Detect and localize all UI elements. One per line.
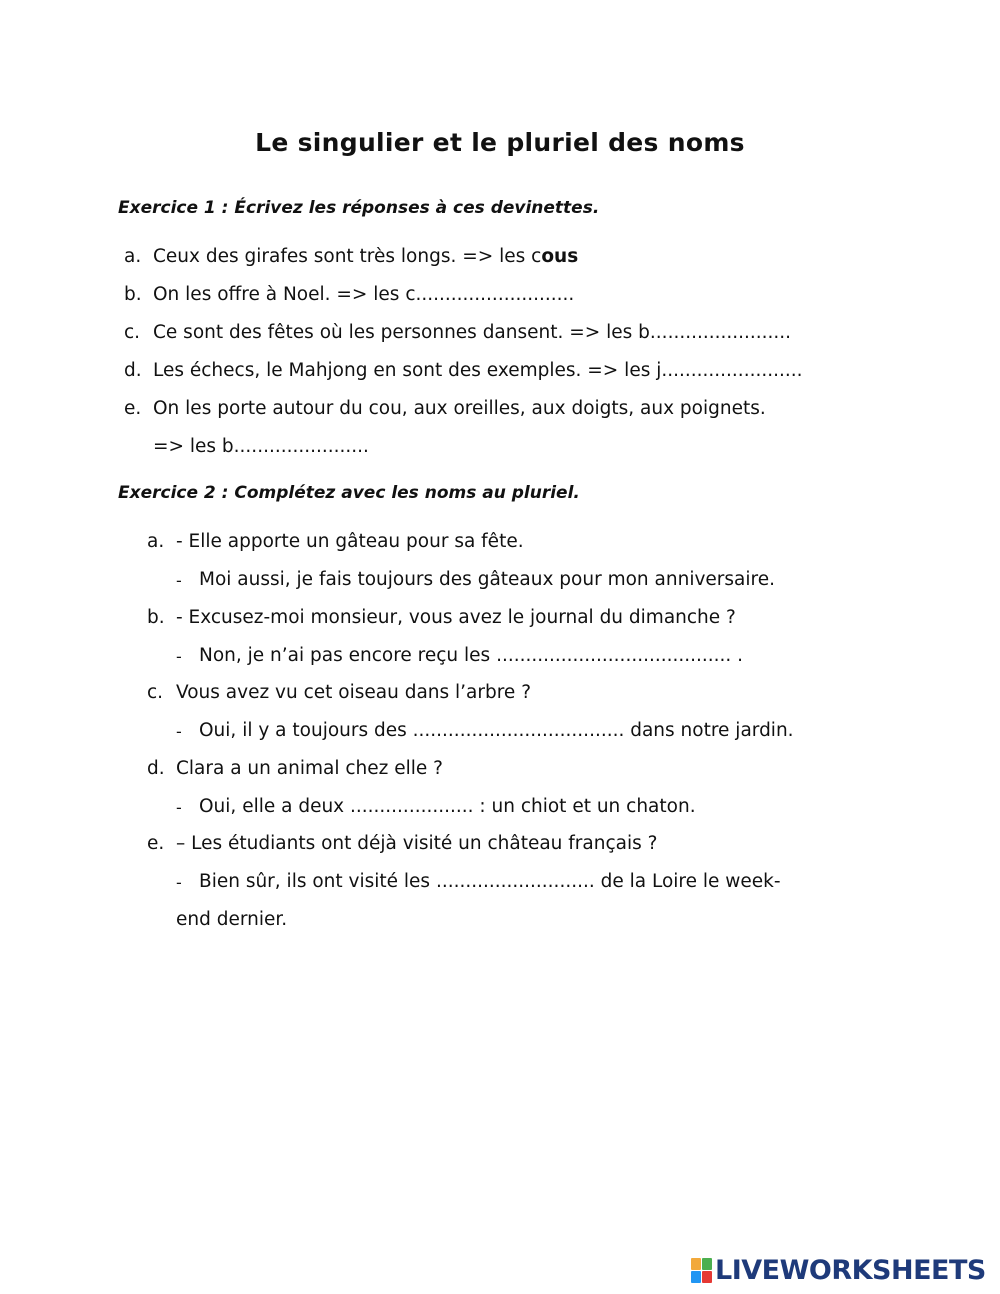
logo-badge-square bbox=[691, 1271, 701, 1283]
item-marker: a. bbox=[124, 246, 142, 267]
reply-dash: - bbox=[176, 647, 182, 666]
item-marker: c. bbox=[147, 682, 164, 703]
item-text[interactable]: On les offre à Noel. => les c........................... bbox=[153, 284, 575, 305]
answer-text[interactable]: ous bbox=[541, 246, 579, 267]
logo-badge-square bbox=[702, 1258, 712, 1270]
item-text: On les porte autour du cou, aux oreilles, aux doigts, aux poignets. bbox=[153, 398, 766, 419]
reply-dash: - bbox=[176, 722, 182, 741]
logo-badge-square bbox=[691, 1258, 701, 1270]
item-text[interactable]: Ce sont des fêtes où les personnes dansent. => les b........................ bbox=[153, 322, 792, 343]
question-text: Ceux des girafes sont très longs. => les c bbox=[153, 246, 542, 267]
reply-text[interactable]: Oui, il y a toujours des .................................... dans notre jardin. bbox=[199, 720, 794, 741]
logo-badge-square bbox=[702, 1271, 712, 1283]
reply-text[interactable]: Bien sûr, ils ont visité les ........................... de la Loire le week- bbox=[199, 871, 781, 892]
logo-text: LIVEWORKSHEETS bbox=[715, 1254, 986, 1286]
item-marker: d. bbox=[147, 758, 165, 779]
exercise-1-heading: Exercice 1 : Écrivez les réponses à ces devinettes. bbox=[118, 198, 600, 218]
item-marker: e. bbox=[124, 398, 142, 419]
reply-continuation: end dernier. bbox=[176, 909, 288, 930]
item-continuation[interactable]: => les b....................... bbox=[153, 436, 369, 457]
item-marker: d. bbox=[124, 360, 142, 381]
reply-dash: - bbox=[176, 873, 182, 892]
liveworksheets-logo[interactable] bbox=[691, 1256, 986, 1284]
reply-text[interactable]: Non, je n’ai pas encore reçu les ........................................ . bbox=[199, 645, 744, 666]
item-marker: a. bbox=[147, 531, 165, 552]
item-marker: b. bbox=[124, 284, 142, 305]
reply-text: Moi aussi, je fais toujours des gâteaux pour mon anniversaire. bbox=[199, 569, 775, 590]
item-text bbox=[153, 246, 578, 267]
exercise-2-heading: Exercice 2 : Complétez avec les noms au pluriel. bbox=[118, 483, 580, 503]
page-title: Le singulier et le pluriel des noms bbox=[255, 128, 745, 157]
reply-dash: - bbox=[176, 571, 182, 590]
question-text: - Excusez-moi monsieur, vous avez le journal du dimanche ? bbox=[176, 607, 736, 628]
logo-badge-icon bbox=[691, 1258, 712, 1283]
question-text: Vous avez vu cet oiseau dans l’arbre ? bbox=[176, 682, 532, 703]
item-marker: e. bbox=[147, 833, 165, 854]
item-marker: c. bbox=[124, 322, 141, 343]
reply-text[interactable]: Oui, elle a deux ..................... : un chiot et un chaton. bbox=[199, 796, 696, 817]
question-text: - Elle apporte un gâteau pour sa fête. bbox=[176, 531, 524, 552]
item-text[interactable]: Les échecs, le Mahjong en sont des exemples. => les j........................ bbox=[153, 360, 803, 381]
question-text: – Les étudiants ont déjà visité un château français ? bbox=[176, 833, 658, 854]
question-text: Clara a un animal chez elle ? bbox=[176, 758, 443, 779]
reply-dash: - bbox=[176, 798, 182, 817]
item-marker: b. bbox=[147, 607, 165, 628]
